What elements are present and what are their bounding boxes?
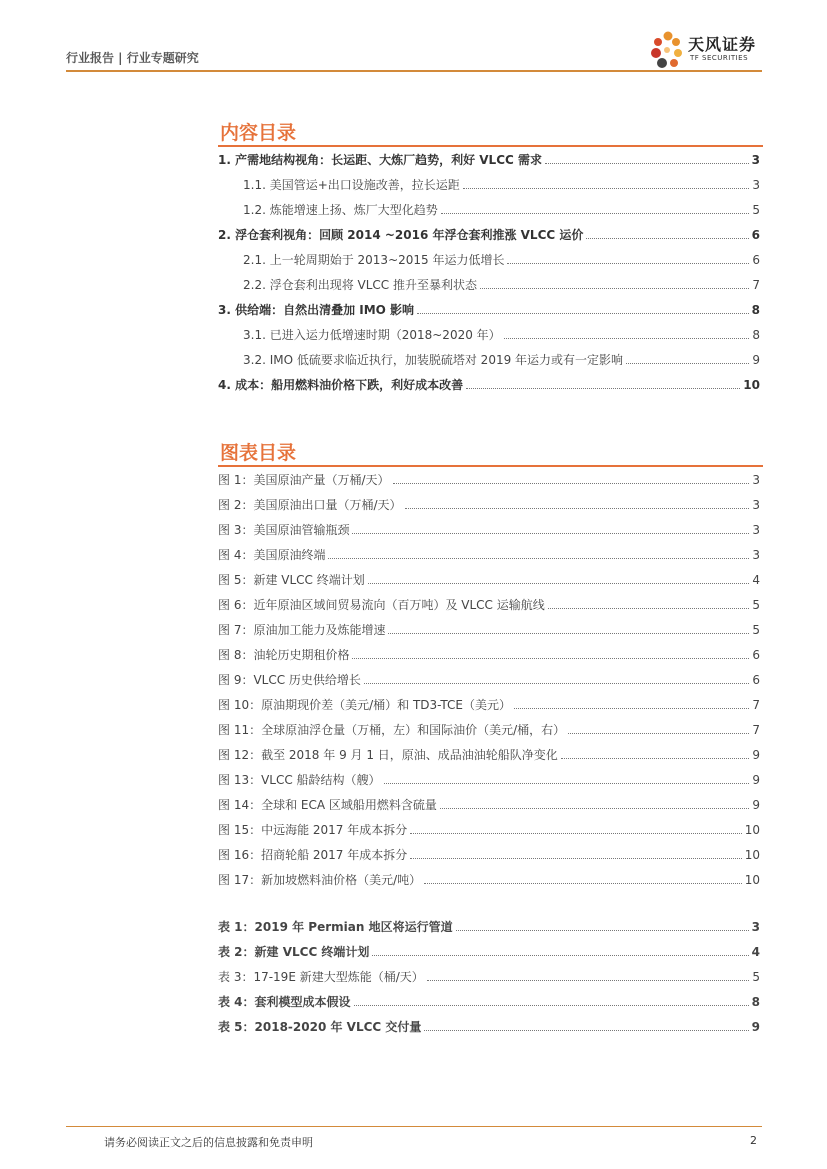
toc-entry[interactable] bbox=[243, 251, 760, 269]
toc-entry[interactable] bbox=[243, 176, 760, 194]
dot-leader bbox=[456, 929, 749, 931]
figure-entry-page: 10 bbox=[744, 873, 760, 887]
figure-entry[interactable] bbox=[218, 796, 760, 814]
dot-leader bbox=[352, 657, 749, 659]
figure-entry-page: 3 bbox=[752, 473, 760, 487]
toc-title-rule bbox=[218, 145, 763, 147]
figure-entry-page: 10 bbox=[744, 848, 760, 862]
dot-leader bbox=[328, 557, 749, 559]
figure-entry-label: 图 16：招商轮船 2017 年成本拆分 bbox=[218, 848, 408, 862]
table-entry-page: 8 bbox=[751, 995, 760, 1009]
table-entry-label: 表 3：17-19E 新建大型炼能（桶/天） bbox=[218, 970, 424, 984]
dot-leader bbox=[441, 212, 750, 214]
dot-leader bbox=[466, 387, 740, 389]
toc-entry[interactable] bbox=[243, 201, 760, 219]
figure-entry-page: 3 bbox=[752, 498, 760, 512]
table-entry-label: 表 2：新建 VLCC 终端计划 bbox=[218, 945, 370, 959]
figure-entry-label: 图 4：美国原油终端 bbox=[218, 548, 326, 562]
toc-title: 内容目录 bbox=[220, 122, 297, 144]
logo-flower-icon bbox=[648, 28, 688, 72]
figure-entry-label: 图 12：截至 2018 年 9 月 1 日，原油、成品油油轮船队净变化 bbox=[218, 748, 558, 762]
toc-entry-page: 7 bbox=[752, 278, 760, 292]
figure-entry[interactable] bbox=[218, 546, 760, 564]
table-entry[interactable] bbox=[218, 968, 760, 986]
figure-entry-page: 9 bbox=[752, 773, 760, 787]
toc-entry-page: 6 bbox=[752, 253, 760, 267]
dot-leader bbox=[410, 832, 741, 834]
dot-leader bbox=[405, 507, 750, 509]
figure-entry[interactable] bbox=[218, 596, 760, 614]
figure-entry[interactable] bbox=[218, 846, 760, 864]
figure-entry-label: 图 5：新建 VLCC 终端计划 bbox=[218, 573, 365, 587]
toc-entry[interactable] bbox=[243, 351, 760, 369]
dot-leader bbox=[568, 732, 749, 734]
dot-leader bbox=[507, 262, 749, 264]
figure-entry-page: 7 bbox=[752, 698, 760, 712]
figure-entry-label: 图 13：VLCC 船龄结构（艘） bbox=[218, 773, 381, 787]
figure-entry[interactable] bbox=[218, 646, 760, 664]
figure-entry-label: 图 6：近年原油区域间贸易流向（百万吨）及 VLCC 运输航线 bbox=[218, 598, 545, 612]
dot-leader bbox=[561, 757, 750, 759]
toc-entry-label: 2.2. 浮仓套利出现将 VLCC 推升至暴利状态 bbox=[243, 278, 477, 292]
dot-leader bbox=[417, 312, 749, 314]
page-number: 2 bbox=[750, 1134, 757, 1147]
figure-entry-label: 图 2：美国原油出口量（万桶/天） bbox=[218, 498, 402, 512]
toc-entry-label: 2. 浮仓套利视角：回顾 2014 ~2016 年浮仓套利推涨 VLCC 运价 bbox=[218, 228, 584, 242]
dot-leader bbox=[427, 979, 750, 981]
figure-entry[interactable] bbox=[218, 721, 760, 739]
figure-entry[interactable] bbox=[218, 696, 760, 714]
dot-leader bbox=[440, 807, 749, 809]
table-entry-label: 表 1：2019 年 Permian 地区将运行管道 bbox=[218, 920, 453, 934]
dot-leader bbox=[504, 337, 750, 339]
dot-leader bbox=[626, 362, 749, 364]
figure-entry-page: 10 bbox=[744, 823, 760, 837]
table-entry-label: 表 5：2018-2020 年 VLCC 交付量 bbox=[218, 1020, 422, 1034]
figure-entry-page: 5 bbox=[752, 623, 760, 637]
figure-entry-label: 图 15：中远海能 2017 年成本拆分 bbox=[218, 823, 408, 837]
dot-leader bbox=[364, 682, 749, 684]
dot-leader bbox=[410, 857, 741, 859]
dot-leader bbox=[514, 707, 749, 709]
figures-title: 图表目录 bbox=[220, 442, 297, 464]
toc-entry[interactable] bbox=[243, 276, 760, 294]
toc-entry-page: 8 bbox=[752, 328, 760, 342]
dot-leader bbox=[352, 532, 749, 534]
figure-entry-page: 7 bbox=[752, 723, 760, 737]
toc-entry-label: 2.1. 上一轮周期始于 2013~2015 年运力低增长 bbox=[243, 253, 505, 267]
table-entry[interactable] bbox=[218, 943, 760, 961]
table-entry-page: 5 bbox=[752, 970, 760, 984]
figure-entry-label: 图 17：新加坡燃料油价格（美元/吨） bbox=[218, 873, 422, 887]
figure-entry[interactable] bbox=[218, 471, 760, 489]
figure-entry[interactable] bbox=[218, 771, 760, 789]
logo-subtitle: TF SECURITIES bbox=[690, 54, 749, 62]
figure-entry-label: 图 14：全球和 ECA 区域船用燃料含硫量 bbox=[218, 798, 437, 812]
toc-entry-label: 3.1. 已进入运力低增速时期（2018~2020 年） bbox=[243, 328, 501, 342]
figure-entry-label: 图 9：VLCC 历史供给增长 bbox=[218, 673, 361, 687]
figure-entry-label: 图 7：原油加工能力及炼能增速 bbox=[218, 623, 386, 637]
dot-leader bbox=[424, 882, 742, 884]
dot-leader bbox=[548, 607, 750, 609]
dot-leader bbox=[480, 287, 749, 289]
toc-entry-page: 3 bbox=[752, 178, 760, 192]
figure-entry-label: 图 1：美国原油产量（万桶/天） bbox=[218, 473, 390, 487]
figure-entry[interactable] bbox=[218, 821, 760, 839]
footer-divider bbox=[66, 1126, 762, 1127]
table-entry-page: 4 bbox=[751, 945, 760, 959]
dot-leader bbox=[424, 1029, 748, 1031]
figure-entry-page: 6 bbox=[752, 673, 760, 687]
toc-entry-label: 1.1. 美国管运+出口设施改善，拉长运距 bbox=[243, 178, 460, 192]
toc-entry-label: 1.2. 炼能增速上扬、炼厂大型化趋势 bbox=[243, 203, 438, 217]
toc-entry[interactable] bbox=[218, 226, 760, 244]
toc-entry-label: 3.2. IMO 低硫要求临近执行，加装脱硫塔对 2019 年运力或有一定影响 bbox=[243, 353, 624, 367]
dot-leader bbox=[372, 954, 748, 956]
report-category: 行业报告 | 行业专题研究 bbox=[66, 51, 199, 65]
toc-entry-label: 1. 产需地结构视角：长运距、大炼厂趋势，利好 VLCC 需求 bbox=[218, 153, 542, 167]
company-logo bbox=[648, 28, 768, 72]
figure-entry[interactable] bbox=[218, 621, 760, 639]
figure-entry-label: 图 8：油轮历史期租价格 bbox=[218, 648, 350, 662]
toc-entry[interactable] bbox=[218, 301, 760, 319]
toc-entry-label: 3. 供给端：自然出清叠加 IMO 影响 bbox=[218, 303, 415, 317]
footer-disclaimer: 请务必阅读正文之后的信息披露和免责申明 bbox=[104, 1136, 313, 1149]
table-entry[interactable] bbox=[218, 993, 760, 1011]
toc-entry-page: 3 bbox=[751, 153, 760, 167]
table-entry-label: 表 4：套利模型成本假设 bbox=[218, 995, 351, 1009]
dot-leader bbox=[545, 162, 749, 164]
toc-entry-page: 9 bbox=[752, 353, 760, 367]
figure-entry-label: 图 10：原油期现价差（美元/桶）和 TD3-TCE（美元） bbox=[218, 698, 511, 712]
figure-entry-page: 5 bbox=[752, 598, 760, 612]
figure-entry[interactable] bbox=[218, 521, 760, 539]
figure-entry-label: 图 11：全球原油浮仓量（万桶，左）和国际油价（美元/桶，右） bbox=[218, 723, 566, 737]
toc-entry-page: 10 bbox=[743, 378, 760, 392]
figures-title-rule bbox=[218, 465, 763, 467]
toc-entry-label: 4. 成本：船用燃料油价格下跌，利好成本改善 bbox=[218, 378, 464, 392]
figure-entry-page: 9 bbox=[752, 748, 760, 762]
figure-entry[interactable] bbox=[218, 671, 760, 689]
toc-entry-page: 8 bbox=[751, 303, 760, 317]
dot-leader bbox=[384, 782, 750, 784]
toc-entry-page: 5 bbox=[752, 203, 760, 217]
table-entry[interactable] bbox=[218, 918, 760, 936]
figure-entry-page: 4 bbox=[752, 573, 760, 587]
figure-entry-page: 3 bbox=[752, 548, 760, 562]
figure-entry[interactable] bbox=[218, 746, 760, 764]
figure-entry-label: 图 3：美国原油管输瓶颈 bbox=[218, 523, 350, 537]
figure-entry[interactable] bbox=[218, 496, 760, 514]
dot-leader bbox=[586, 237, 748, 239]
table-entry[interactable] bbox=[218, 1018, 760, 1036]
toc-entry[interactable] bbox=[243, 326, 760, 344]
dot-leader bbox=[388, 632, 749, 634]
figure-entry-page: 3 bbox=[752, 523, 760, 537]
dot-leader bbox=[463, 187, 750, 189]
dot-leader bbox=[393, 482, 750, 484]
logo-name: 天风证券 bbox=[688, 35, 757, 54]
dot-leader bbox=[368, 582, 750, 584]
toc-entry[interactable] bbox=[218, 151, 760, 169]
table-entry-page: 3 bbox=[751, 920, 760, 934]
figure-entry[interactable] bbox=[218, 571, 760, 589]
toc-entry-page: 6 bbox=[751, 228, 760, 242]
figure-entry-page: 6 bbox=[752, 648, 760, 662]
table-entry-page: 9 bbox=[751, 1020, 760, 1034]
dot-leader bbox=[354, 1004, 749, 1006]
toc-entry[interactable] bbox=[218, 376, 760, 394]
figure-entry-page: 9 bbox=[752, 798, 760, 812]
figure-entry[interactable] bbox=[218, 871, 760, 889]
